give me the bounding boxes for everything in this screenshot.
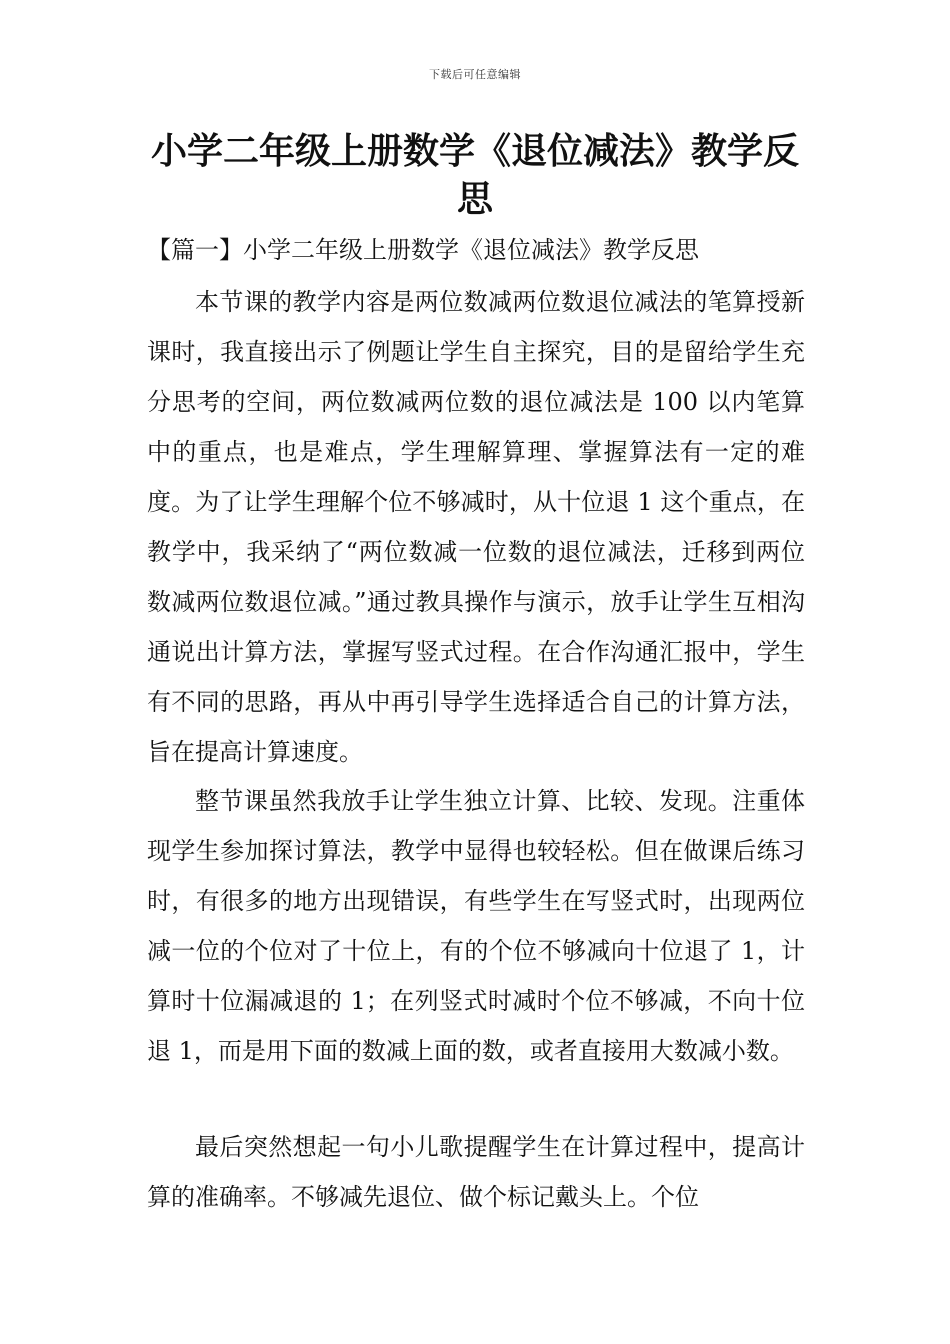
document-title: 小学二年级上册数学《退位减法》教学反思 bbox=[150, 131, 799, 220]
paragraph-text: 整节课虽然我放手让学生独立计算、比较、发现。注重体现学生参加探讨算法，教学中显得也较轻松。但在做课后练习时，有很多的地方出现错误，有些学生在写竖式时，出现两位减一位的个位对了十位上，有的个位不够减向十位退了 1，计算时十位漏减退的 1；在列竖式时减时个位不够减，不向十位退 1，而是用下面的数减上面的数，或者直接用大数减小数。 bbox=[147, 787, 805, 1065]
paragraph-text: 最后突然想起一句小儿歌提醒学生在计算过程中，提高计算的准确率。不够减先退位、做个标记戴头上。个位 bbox=[147, 1133, 805, 1211]
paragraph-3 bbox=[147, 1122, 805, 1222]
header-note: 下载后可任意编辑 bbox=[429, 68, 521, 81]
paragraph-text: 本节课的教学内容是两位数减两位数退位减法的笔算授新课时，我直接出示了例题让学生自主探究，目的是留给学生充分思考的空间，两位数减两位数的退位减法是 100 以内笔算中的重点，也是难点，学生理解算理、掌握算法有一定的难度。为了让学生理解个位不够减时，从十位退 1 这个重点，在教学中，我采纳了“两位数减一位数的退位减法，迁移到两位数减两位数退位减。”通过教具操作与演示，放手让学生互相沟通说出计算方法，掌握写竖式过程。在合作沟通汇报中，学生有不同的思路，再从中再引导学生选择适合自己的计算方法，旨在提高计算速度。 bbox=[147, 288, 805, 766]
section-heading: 【篇一】小学二年级上册数学《退位减法》教学反思 bbox=[147, 236, 699, 264]
paragraph-1 bbox=[147, 277, 805, 777]
paragraph-2 bbox=[147, 776, 805, 1076]
